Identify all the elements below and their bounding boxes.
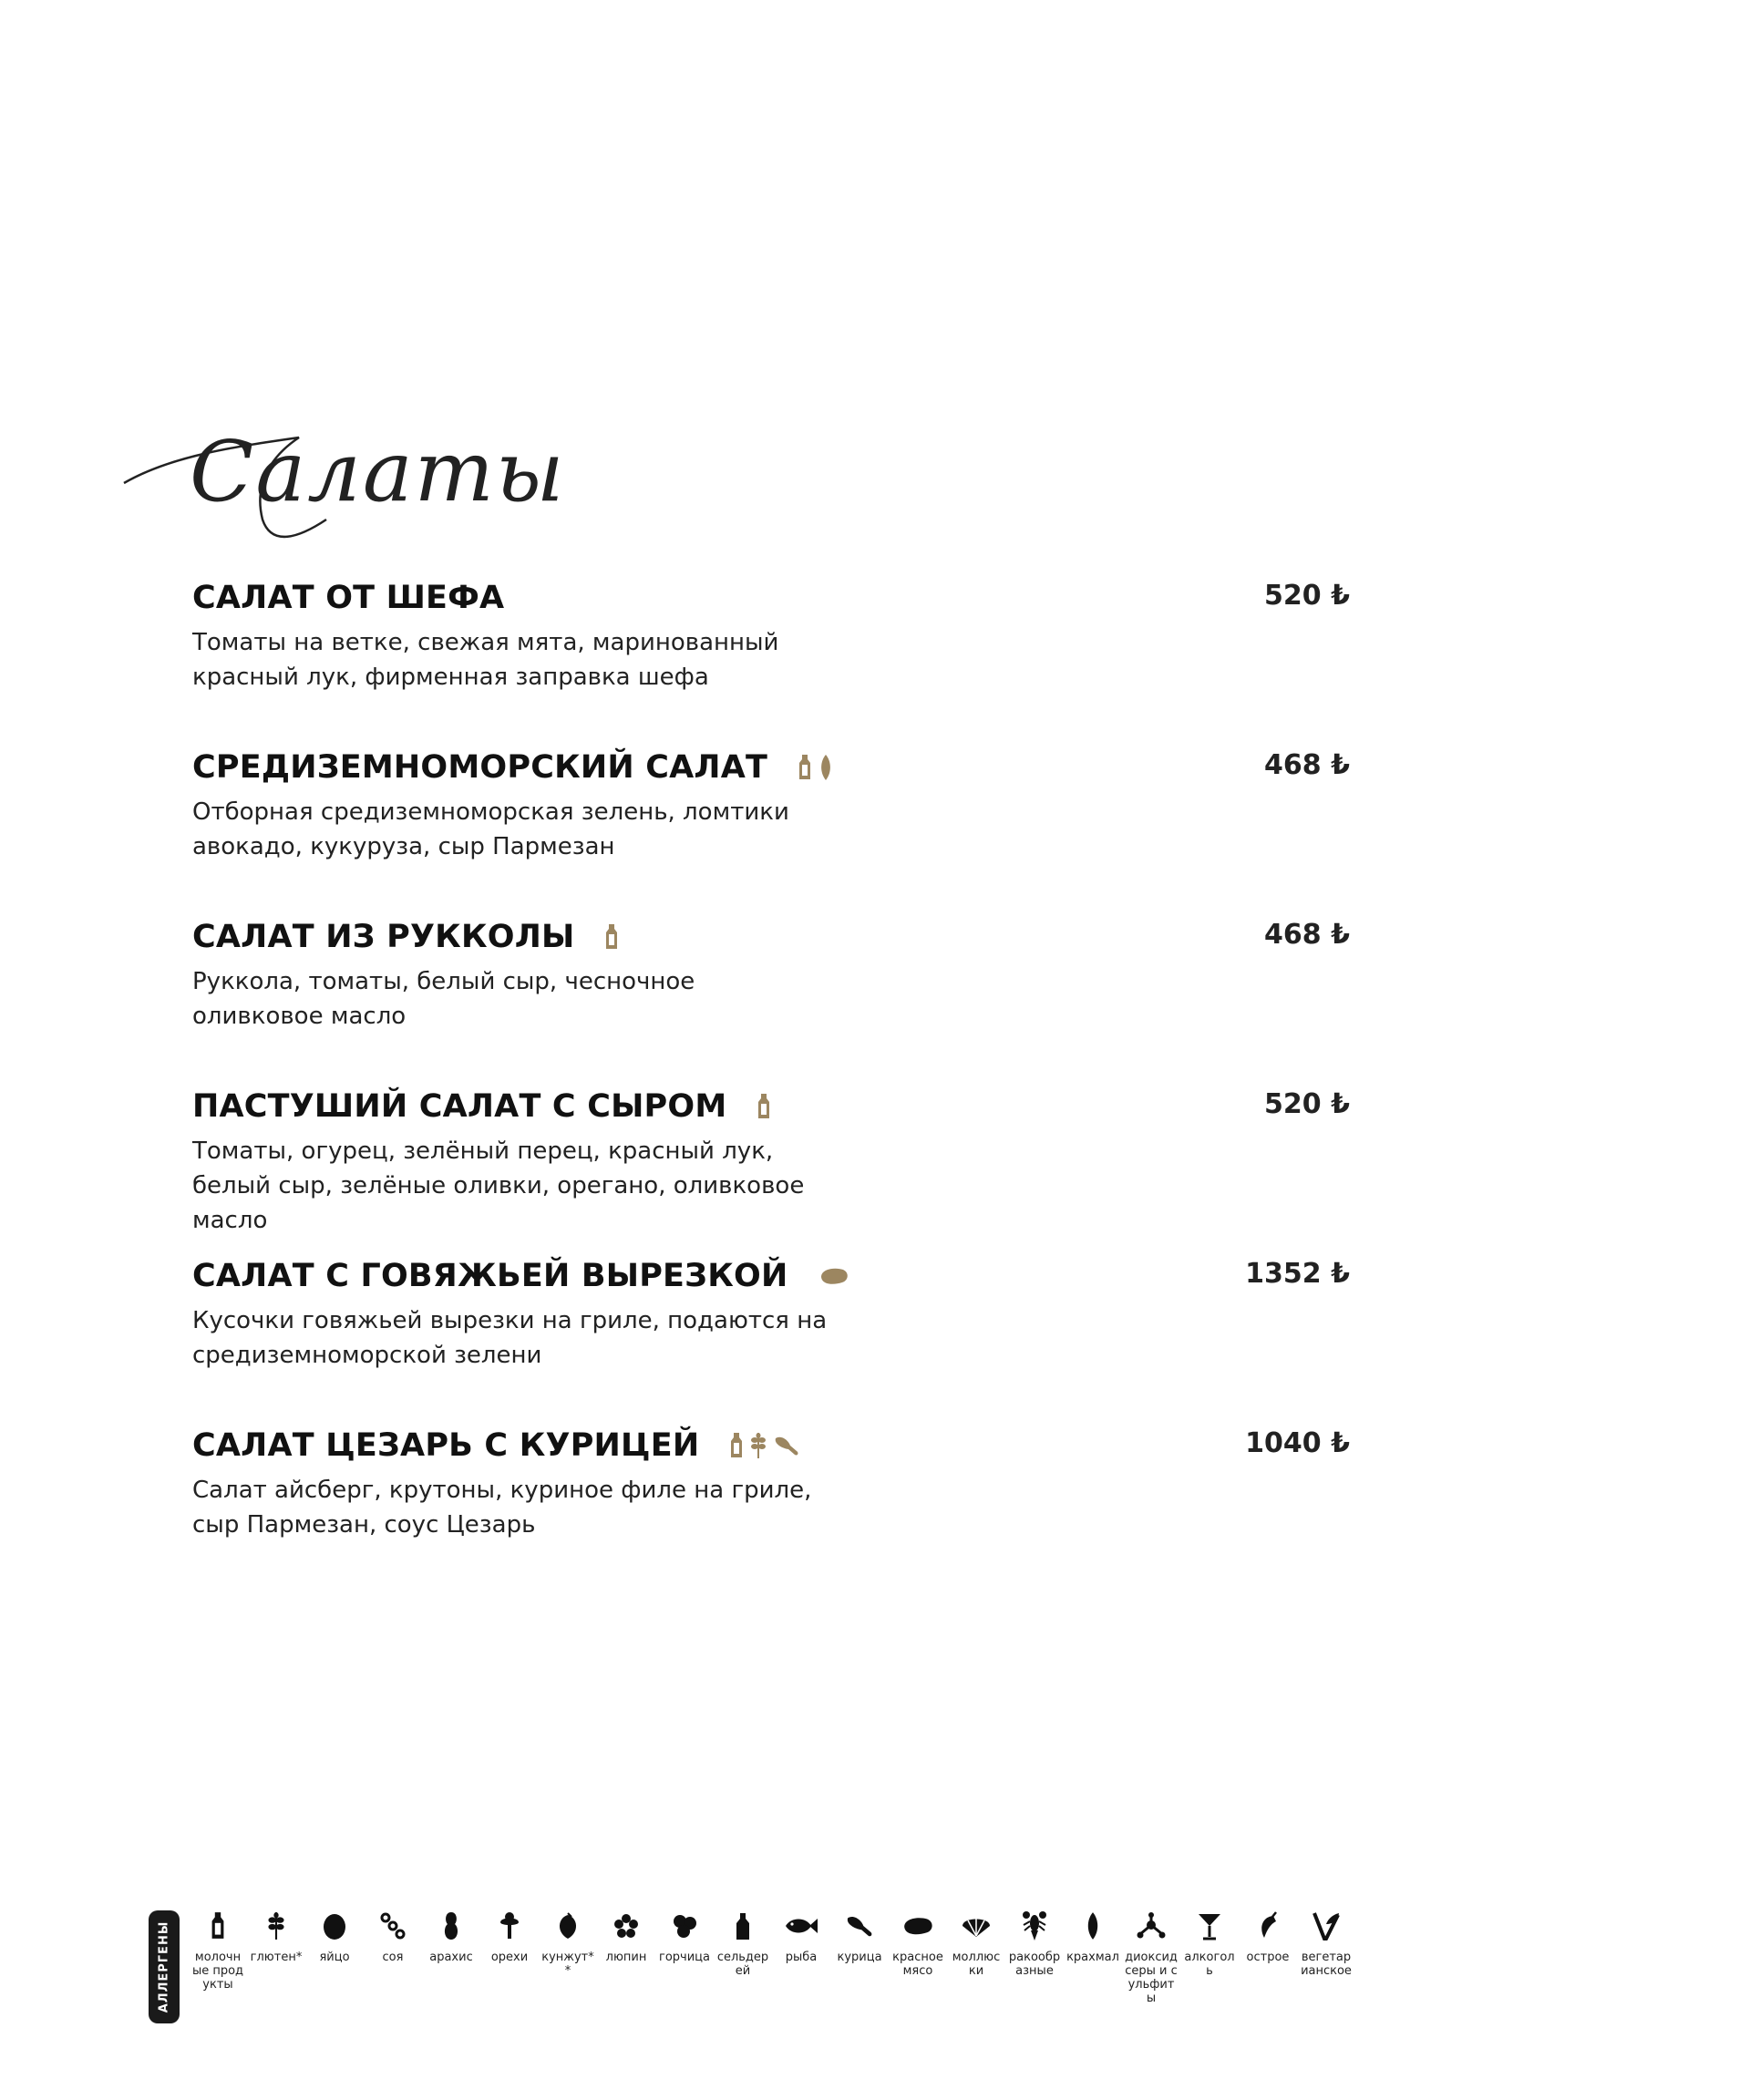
allergen-item: молочные продукты [189,1910,247,2005]
item-allergen-icons [798,754,833,781]
item-description: Кусочки говяжьей вырезки на гриле, подаются на средиземноморской зелени [192,1307,828,1369]
allergen-item: кунжут** [539,1910,597,2005]
milk-icon [605,923,618,951]
allergen-item: арахис [422,1910,480,2005]
allergen-item: вегетарианское [1297,1910,1355,2005]
red-meat-icon [818,1266,849,1286]
item-price: 1352 ₺ [1245,1258,1350,1290]
gluten-icon [750,1432,767,1459]
milk-icon [730,1432,743,1459]
menu-item [192,913,1350,1083]
allergen-item: крахмал [1064,1910,1122,2005]
red-meat-icon [901,1915,934,1937]
item-description: Салат айсберг, крутоны, куриное филе на гриле, сыр Пармезан, соус Цезарь [192,1477,812,1539]
item-name: СРЕДИЗЕМНОМОРСКИЙ САЛАТ [192,749,768,786]
item-description: Руккола, томаты, белый сыр, чесночное оливковое масло [192,968,695,1030]
item-price: 1040 ₺ [1245,1427,1350,1459]
chili-icon [1257,1911,1279,1940]
item-price: 520 ₺ [1264,580,1350,612]
item-description: Отборная средиземноморская зелень, ломтики авокадо, кукуруза, сыр Пармезан [192,798,789,860]
section-title: Салаты [117,401,536,556]
item-allergen-icons [818,1266,849,1286]
allergen-item: люпин [597,1910,655,2005]
menu-item [192,1422,1350,1591]
starch-icon [1085,1911,1101,1940]
item-name: САЛАТ ЦЕЗАРЬ С КУРИЦЕЙ [192,1427,700,1464]
sesame-icon [556,1912,580,1940]
item-allergen-icons [730,1432,799,1459]
menu-item [192,1083,1350,1252]
milk-icon [757,1093,770,1120]
allergen-item: моллюски [947,1910,1005,2005]
gluten-icon [267,1911,285,1940]
item-name: САЛАТ С ГОВЯЖЬЕЙ ВЫРЕЗКОЙ [192,1258,788,1294]
cocktail-icon [1198,1911,1221,1940]
item-price: 520 ₺ [1264,1088,1350,1120]
crustacean-icon [1022,1910,1047,1941]
item-name: САЛАТ ОТ ШЕФА [192,580,505,616]
item-description: Томаты на ветке, свежая мята, маринованный красный лук, фирменная заправка шефа [192,629,779,691]
menu-item [192,744,1350,913]
allergen-item: орехи [480,1910,539,2005]
starch-icon [818,754,833,781]
egg-icon [323,1911,346,1940]
allergen-item: рыба [772,1910,830,2005]
allergen-item: соя [364,1910,422,2005]
sulfite-icon [1137,1912,1166,1940]
allergen-item: яйцо [305,1910,364,2005]
vegetarian-icon [1312,1911,1340,1940]
allergen-heading-tag: АЛЛЕРГЕНЫ [149,1910,180,2023]
mustard-icon [671,1913,698,1939]
allergen-item: острое [1239,1910,1297,2005]
fish-icon [784,1916,818,1936]
milk-icon [798,754,811,781]
allergen-item: курица [830,1910,889,2005]
allergen-item: ракообразные [1005,1910,1064,2005]
allergen-item: красное мясо [889,1910,947,2005]
peanut-icon [442,1911,460,1940]
milk-icon [211,1911,225,1940]
menu-list [192,574,1350,1591]
item-price: 468 ₺ [1264,749,1350,781]
menu-item [192,574,1350,744]
item-name: САЛАТ ИЗ РУККОЛЫ [192,919,575,955]
allergen-item: глютен* [247,1910,305,2005]
allergen-item: алкоголь [1180,1910,1239,2005]
item-allergen-icons [757,1093,770,1120]
item-name: ПАСТУШИЙ САЛАТ С СЫРОМ [192,1088,727,1125]
chicken-icon [774,1435,799,1457]
shell-icon [961,1913,992,1939]
allergen-item: горчица [655,1910,714,2005]
soy-icon [380,1912,406,1940]
chicken-icon [846,1914,873,1938]
nut-icon [499,1911,520,1940]
allergen-item: сельдерей [714,1910,772,2005]
lupin-icon [613,1913,639,1939]
celery-icon [735,1911,751,1940]
item-description: Томаты, огурец, зелёный перец, красный лук, белый сыр, зелёные оливки, орегано, оливковое масло [192,1138,805,1234]
menu-item [192,1252,1350,1422]
allergen-legend [149,1910,1370,2056]
allergen-list [189,1910,1355,2005]
item-price: 468 ₺ [1264,919,1350,951]
item-allergen-icons [605,923,618,951]
allergen-item: диоксид серы и сульфиты [1122,1910,1180,2005]
